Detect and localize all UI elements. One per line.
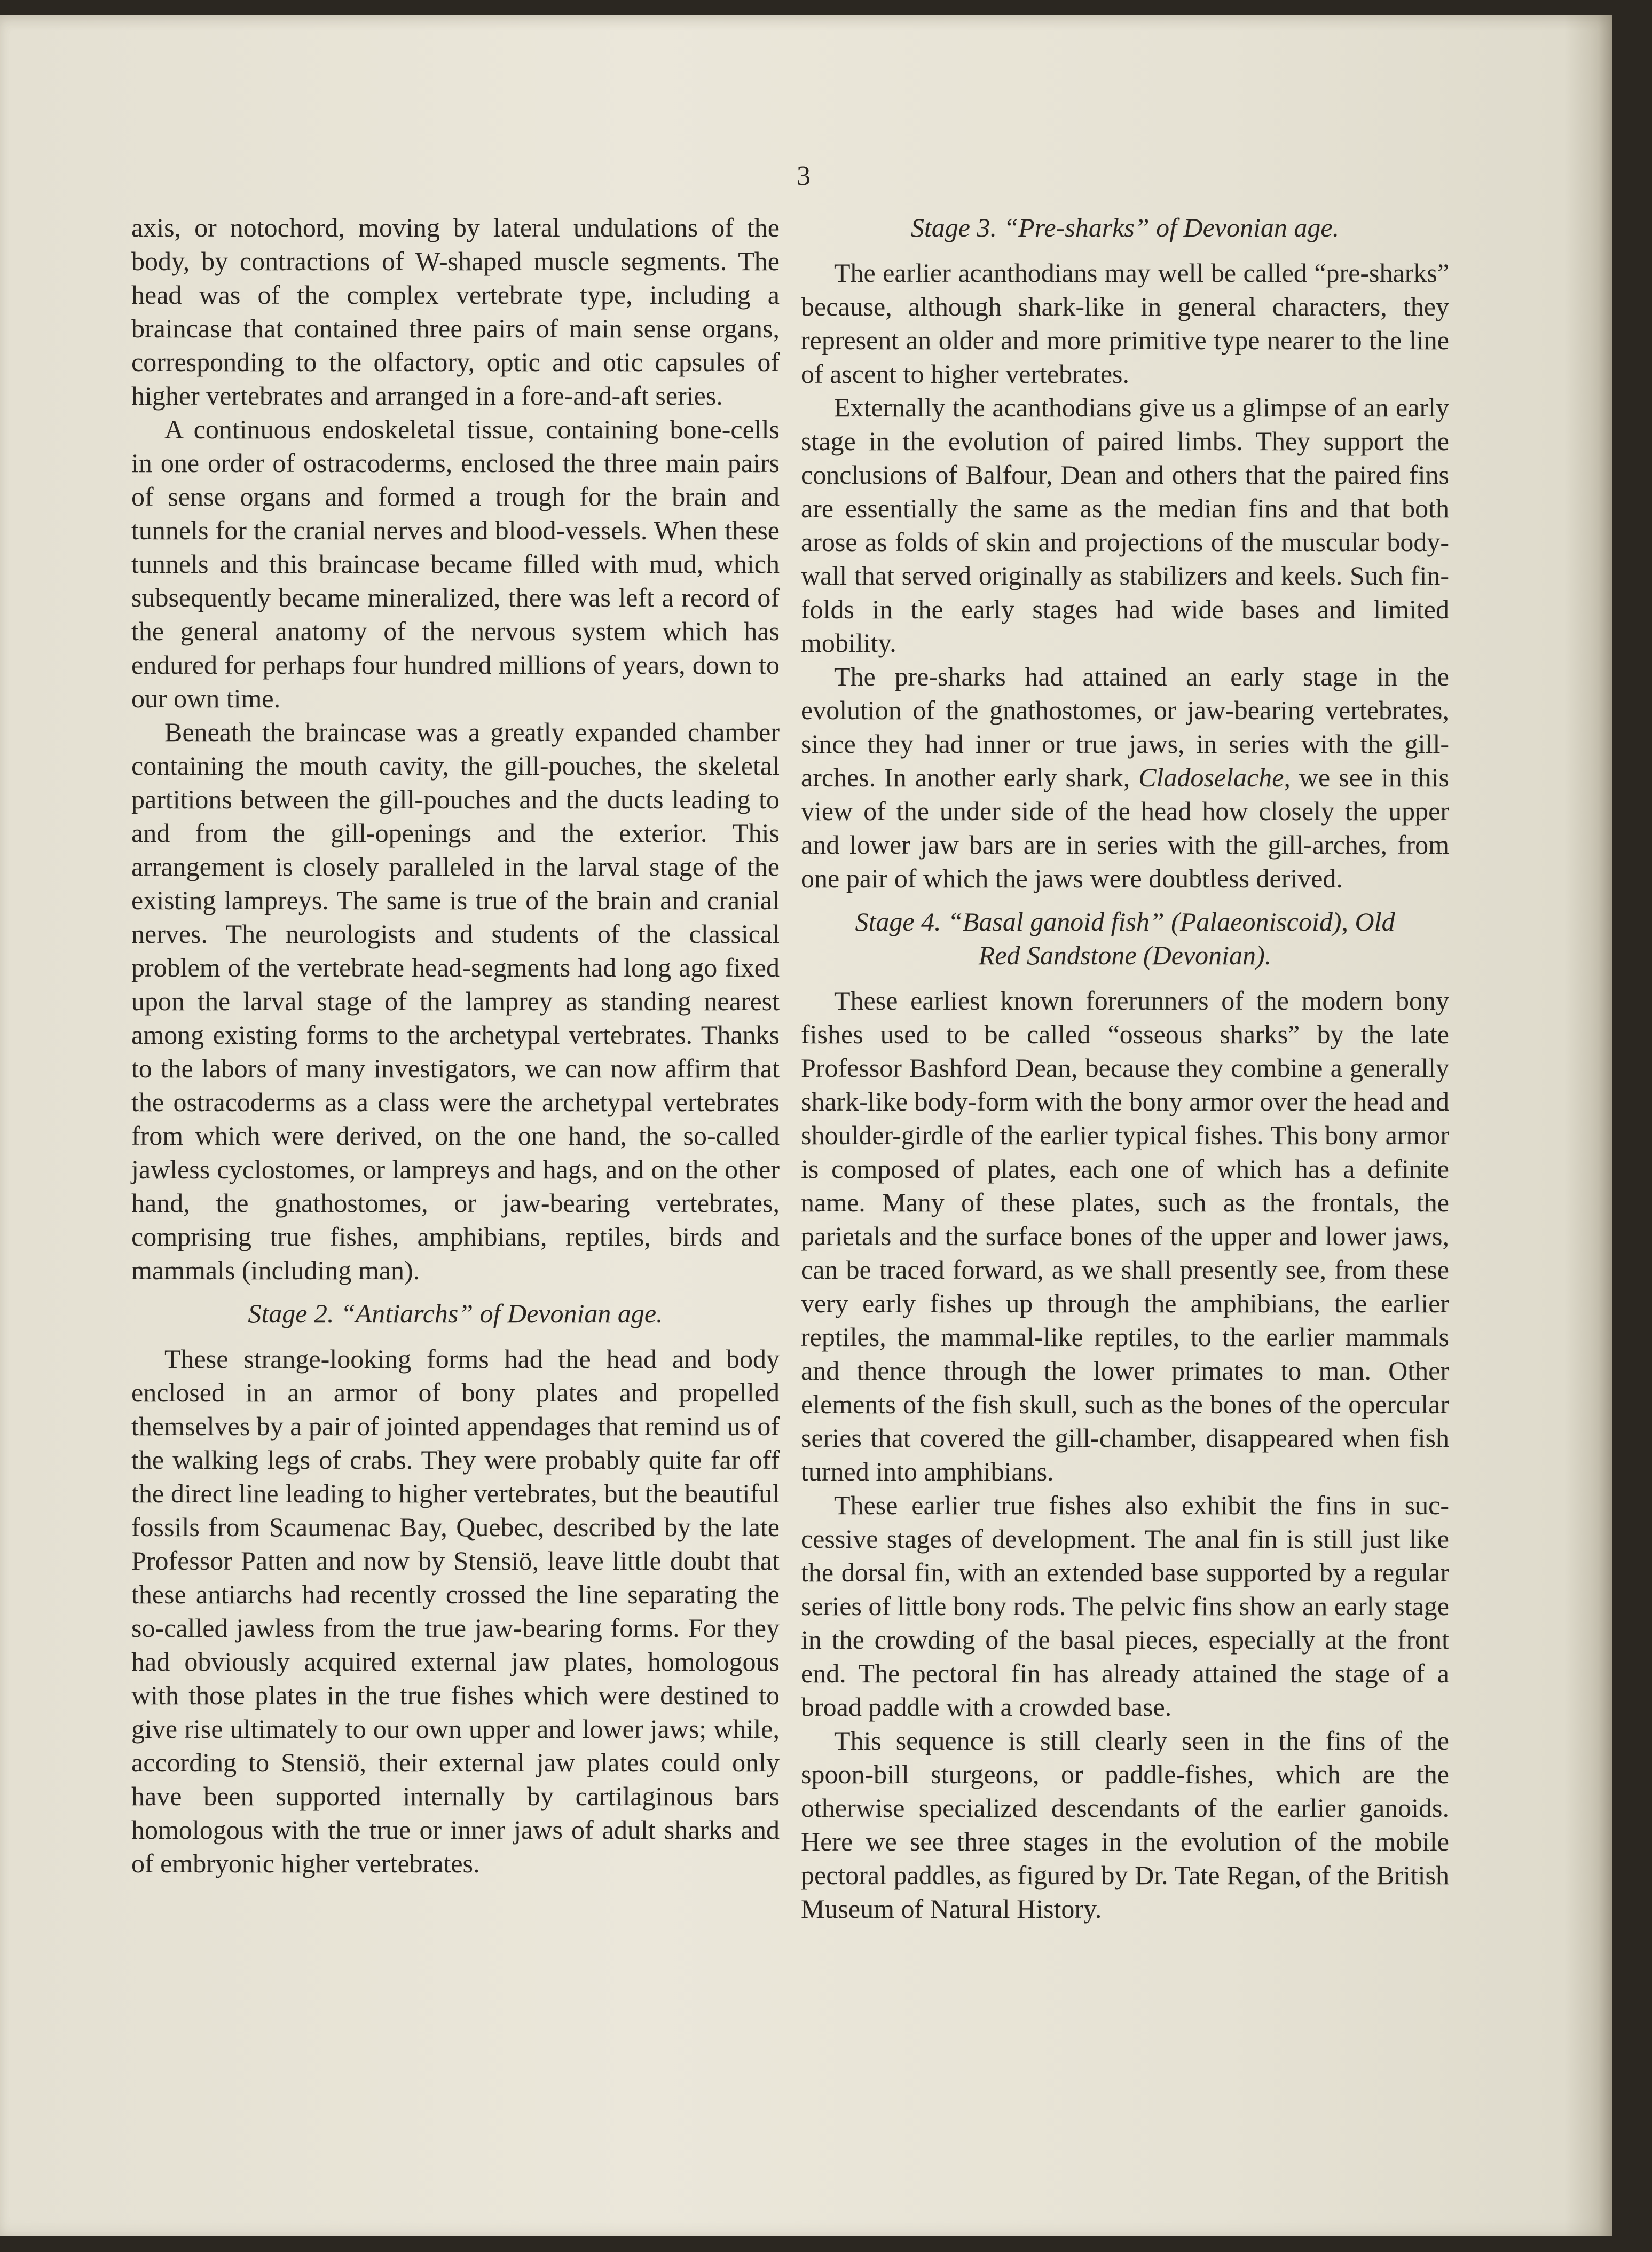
paragraph: These strange-looking forms had the head and body enclosed in an armor of bony plates and propelled themselves by a pair of jointed appendages that remind us of the walking legs of crabs. They were probably quite far off the direct line leading to higher vertebrates, but the beautiful fossils from Scaumenac Bay, Quebec, described by the late Professor Patten and now by Stensiö, leave little doubt that these antiarchs had recently crossed the line separating the so-called jawless from the true jaw-bearing forms. For they had obviously acquired external jaw plates, homologous with those plates in the true fishes which were destined to give rise ultimately to our own upper and lower jaws; while, according to Stensiö, their external jaw plates could only have been supported internally by cartilaginous bars homologous with the true or inner jaws of adult sharks and of embryonic higher vertebrates. — [131, 1344, 780, 1878]
right-column — [801, 211, 1449, 1926]
paragraph: These earliest known forerunners of the modern bony fishes used to be called “osseous sharks” by the late Professor Bashford Dean, because they combine a generally shark-like body-form with the bony armor over the head and shoulder-girdle of the earlier typical fishes. This bony armor is composed of plates, each one of which has a definite name. Many of these plates, such as the frontals, the parietals and the surface bones of the upper and lower jaws, can be traced forward, as we shall presently see, from these very early fishes up through the amphibians, the earlier reptiles, the mammal-like reptiles, to the earlier mammals and thence through the lower primates to man. Other elements of the fish skull, such as the bones of the opercular series that covered the gill-chamber, disappeared when fish turned into amphibians. — [801, 986, 1449, 1486]
paragraph: The earlier acanthodians may well be called “pre-sharks” because, although shark-like in general characters, they represent an older and more primitive type nearer to the line of ascent to higher vertebrates. — [801, 258, 1449, 389]
section-heading-stage-2: Stage 2. “Antiarchs” of Devonian age. — [248, 1298, 663, 1328]
paragraph: Beneath the braincase was a greatly expanded chamber containing the mouth cavity, the gill-pouches, the skeletal partitions between the gill-pouches and the ducts leading to and from the gill-openings and the exterior. This arrangement is closely paralleled in the larval stage of the existing lampreys. The same is true of the brain and cranial nerves. The neurologists and students of the classical problem of the vertebrate head-segments had long ago fixed upon the larval stage of the lamprey as standing nearest among existing forms to the archetypal vertebrates. Thanks to the labors of many investigators, we can now affirm that the ostracoderms as a class were the archetypal vertebrates from which were derived, on the one hand, the so-called jawless cyclostomes, or lampreys and hags, and on the other hand, the gnathostomes, or jaw-bearing vertebrates, comprising true fishes, amphibians, reptiles, birds and mammals (including man). — [131, 717, 780, 1285]
genus-name: Cladoselache, — [1138, 762, 1291, 792]
section-heading-stage-3: Stage 3. “Pre-sharks” of Devonian age. — [910, 212, 1340, 242]
paragraph-text: we see in this view of the under side of the head how closely the upper and lower jaw bars are in series with the gill-arches, from one pair of which the jaws were doubtless derived. — [801, 762, 1450, 893]
paragraph: Externally the acanthodians give us a glimpse of an early stage in the evolution of paired limbs. They support the conclusions of Balfour, Dean and others that the paired fins are essentially the same as the median fins and that both arose as folds of skin and projections of the muscular body-wall that served originally as stabilizers and keels. Such fin-folds in the early stages had wide bases and limited mobility. — [801, 392, 1449, 658]
paragraph: axis, or notochord, moving by lateral undulations of the body, by contractions of W-shaped muscle segments. The head was of the complex vertebrate type, including a braincase that contained three pairs of main sense organs, corresponding to the olfactory, optic and otic capsules of higher vertebrates and arranged in a fore-and-aft series. — [131, 212, 780, 411]
section-heading-stage-4 — [801, 905, 1449, 972]
left-column — [131, 211, 780, 1880]
heading-line: Red Sandstone (Devonian). — [978, 940, 1272, 970]
paragraph: These earlier true fishes also exhibit the fins in successive stages of development. The anal fin is still just like the dorsal fin, with an extended base supported by a regular series of little bony rods. The pelvic fins show an early stage in the crowding of the basal pieces, especially at the front end. The pectoral fin has already attained the stage of a broad paddle with a crowded base. — [801, 1490, 1449, 1722]
paragraph-text: The pre-sharks had attained an early stage in the evolution of the gnathostomes, or jaw-bearing vertebrates, since they had inner or true jaws, in series with the gill-arches. In another early shark, — [801, 662, 1449, 792]
paper-edge-shadow — [1564, 15, 1612, 2236]
page-number: 3 — [797, 161, 811, 191]
paragraph: This sequence is still clearly seen in the fins of the spoon-bill sturgeons, or paddle-fishes, which are the otherwise specialized descendants of the earlier ganoids. Here we see three stages in the evolution of the mobile pectoral paddles, as figured by Dr. Tate Regan, of the British Museum of Natural History. — [801, 1726, 1449, 1924]
paragraph — [801, 660, 1449, 895]
heading-line: Stage 4. “Basal ganoid fish” (Palaeoniscoid), Old — [855, 907, 1395, 936]
paragraph: A continuous endoskeletal tissue, containing bone-cells in one order of ostracoderms, enclosed the three main pairs of sense organs and formed a trough for the brain and tunnels for the cranial nerves and blood-vessels. When these tunnels and this braincase became filled with mud, which subsequently became mineralized, there was left a record of the general anatomy of the nervous system which has endured for perhaps four hundred millions of years, down to our own time. — [131, 414, 780, 713]
